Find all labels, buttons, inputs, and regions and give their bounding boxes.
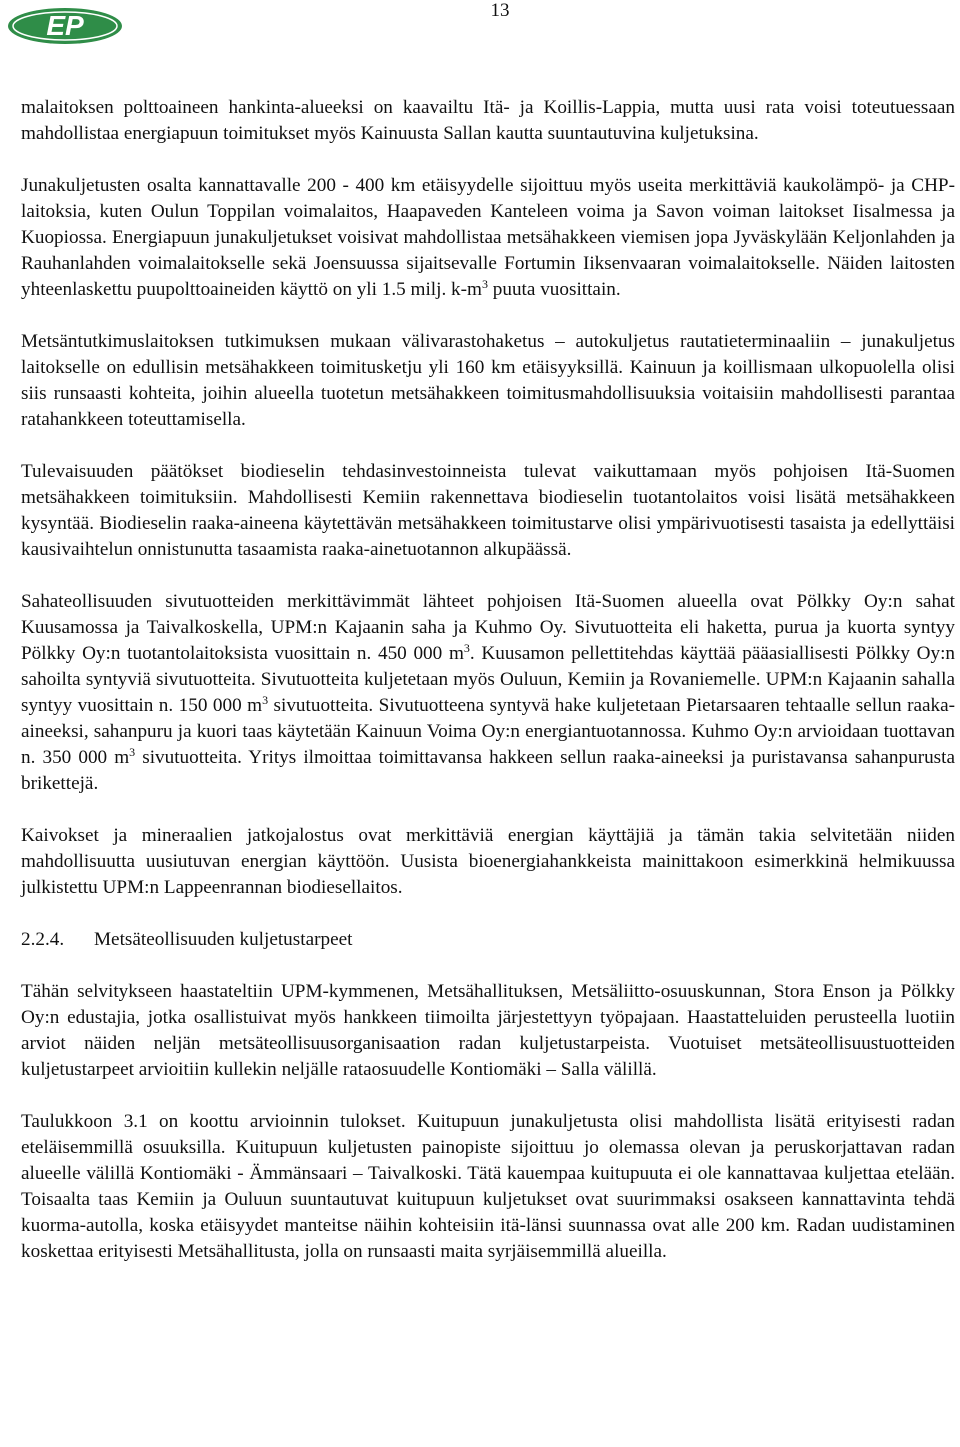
paragraph-8: Taulukkoon 3.1 on koottu arvioinnin tulokset. Kuitupuun junakuljetusta olisi mahdollista lisätä erityisesti radan eteläisemmillä osuuksilla. Kuitupuun kuljetusten painopiste sijoittuu jo olemassa olevan ja peruskorjattavan radan alueelle välillä Kontiomäki - Ämmänsaari – Taivalkoski. Tätä kauempaa kuitupuuta ei ole kannattavaa kuljettaa etelään. Toisaalta taas Kemiin ja Ouluun suuntautuvat kuitupuun kuljetukset ovat suurimmaksi osakseen kannattavinta tehdä kuorma-autolla, koska etäisyydet manteitse näihin kohteisiin itä-länsi suunnassa ovat alle 200 km. Radan uudistaminen koskettaa erityisesti Metsähallitusta, jolla on runsaasti maita syrjäisemmillä alueilla. — [21, 1111, 955, 1262]
paragraph-5-part-3: sivutuotteita. Sivutuotteena syntyvä hake kuljetetaan Pietarsaaren tehtaalle sellun raaka-aineeksi, sahanpuru ja kuori taas käytetään Kainuun Voima Oy:n energiantuotannossa. Kuhmo Oy:n arvioidaan tuottavan n. 350 000 m — [21, 695, 955, 768]
paragraph-4: Tulevaisuuden päätökset biodieselin tehdasinvestoinneista tulevat vaikuttamaan myös pohjoisen Itä-Suomen metsähakkeen toimituksiin. Mahdollisesti Kemiin rakennettava biodieselin tuotantolaitos voisi lisätä metsähakkeen kysyntää. Biodieselin raaka-aineena käytettävän metsähakkeen toimitustarve olisi ympärivuotisesti tasaista ja edellyttäisi kausivaihtelun onnistunutta tasaamista raaka-ainetuotannon alkupäässä. — [21, 461, 955, 560]
paragraph-5 — [21, 589, 955, 797]
paragraph-7: Tähän selvitykseen haastateltiin UPM-kymmenen, Metsähallituksen, Metsäliitto-osuuskunnan, Stora Enson ja Pölkky Oy:n edustajia, jotka osallistuivat myös hankkeen tiimoilta järjestettyyn työpajaan. Haastatteluiden perusteella luotiin arviot näiden neljän metsäteollisuusorganisaation radan kuljetustarpeista. Vuotuiset metsäteollisuustuotteiden kuljetustarpeet arvioitiin kullekin neljälle rataosuudelle Kontiomäki – Salla välillä. — [21, 981, 955, 1080]
document-body — [21, 95, 955, 1291]
section-title: Metsäteollisuuden kuljetustarpeet — [94, 929, 353, 950]
section-heading — [21, 927, 955, 953]
paragraph-5-part-4: sivutuotteita. Yritys ilmoittaa toimittavansa hakkeen sellun raaka-aineeksi ja puristavansa sahanpurusta brikettejä. — [21, 747, 956, 794]
superscript: 3 — [481, 277, 488, 291]
paragraph-5-part-2: . Kuusamon pellettitehdas käyttää pääasiallisesti Pölkky Oy:n sahoilta syntyviä sivutuotteita. Sivutuotteita kuljetetaan myös Ouluun, Kemiin ja Rovaniemelle. UPM:n Kajaanin sahalla syntyy vuosittain n. 150 000 m — [21, 643, 955, 716]
logo-text: EP — [46, 10, 84, 41]
paragraph-3: Metsäntutkimuslaitoksen tutkimuksen mukaan välivarastohaketus – autokuljetus rautatieterminaaliin – junakuljetus laitokselle on edullisin metsähakkeen toimitusketju yli 160 km etäisyyksillä. Kainuun ja koillismaan ulkopuolella olisi siis runsaasti kohteita, joihin alueella tuotetun metsähakkeen toimitusmahdollisuuksia voitaisiin mahdollisesti parantaa ratahankkeen toteuttamisella. — [21, 331, 955, 430]
page-number: 13 — [490, 0, 510, 21]
paragraph-2 — [21, 173, 955, 303]
superscript: 3 — [129, 745, 136, 759]
paragraph-1: malaitoksen polttoaineen hankinta-alueeksi on kaavailtu Itä- ja Koillis-Lappia, mutta uusi rata voisi toteutuessaan mahdollistaa energiapuun toimitukset myös Kainuusta Sallan kautta suuntautuvina kuljetuksina. — [21, 97, 955, 144]
section-number: 2.2.4. — [21, 929, 65, 950]
paragraph-2-text: Junakuljetusten osalta kannattavalle 200 - 400 km etäisyydelle sijoittuu myös useita merkittäviä kaukolämpö- ja CHP-laitoksia, kuten Oulun Toppilan voimalaitos, Haapaveden Kanteleen voima ja Savon voiman laitokset Iisalmessa ja Kuopiossa. Energiapuun junakuljetukset voisivat mahdollistaa metsähakkeen viemisen jopa Jyväskylään Keljonlahden ja Rauhanlahden voimalaitokselle sekä Joensuussa sijaitsevalle Fortumin Iiksenvaaran voimalaitokselle. Näiden laitosten yhteenlaskettu puupolttoaineiden käyttö on yli 1.5 milj. k-m — [21, 175, 955, 300]
paragraph-6: Kaivokset ja mineraalien jatkojalostus ovat merkittäviä energian käyttäjiä ja tämän takia selvitetään niiden mahdollisuutta uusiutuvan energian käyttöön. Uusista bioenergiahankkeista mainittakoon esimerkkinä helmikuussa julkistettu UPM:n Lappeenrannan biodiesellaitos. — [21, 825, 955, 898]
superscript: 3 — [463, 641, 470, 655]
company-logo — [6, 6, 124, 46]
paragraph-2-end: puuta vuosittain. — [487, 279, 621, 300]
superscript: 3 — [262, 693, 269, 707]
paragraph-5-part-1: Sahateollisuuden sivutuotteiden merkittävimmät lähteet pohjoisen Itä-Suomen alueella ovat Pölkky Oy:n sahat Kuusamossa ja Taivalkoskella, UPM:n Kajaanin saha ja Kuhmo Oy. Sivutuotteita eli haketta, purua ja kuorta syntyy Pölkky Oy:n tuotantolaitoksista vuosittain n. 450 000 m — [21, 591, 955, 664]
